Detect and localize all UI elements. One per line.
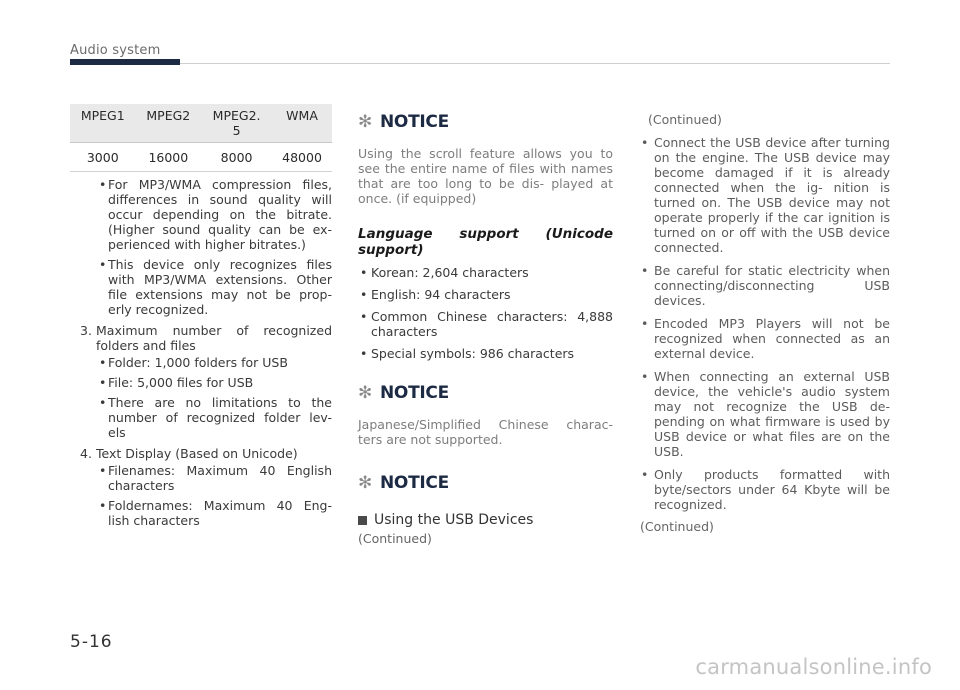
list-item-text: Be careful for static electricity when connecting/disconnecting USB devices. [654,263,890,308]
notice-text: Japanese/Simplified Chinese charac- ters are not supported. [358,417,613,447]
numbered-item [70,323,332,353]
numbered-item [70,446,332,461]
notice-text: Using the scroll feature allows you to see the entire name of files with names that are too long to be dis- played at once. (if equipped) [358,146,613,206]
bullet-glyph: • [360,309,368,324]
continued-label: (Continued) [358,531,432,546]
item-number: 3. [80,323,92,338]
list-item [358,309,613,339]
bullet-glyph: • [641,135,649,150]
bullet-glyph: • [360,287,368,302]
table-header-row [70,104,332,143]
bullet-glyph: • [641,467,649,482]
table-header-cell: MPEG2 [136,104,202,143]
list-item-text: Korean: 2,604 characters [371,265,529,280]
list-item-text: Only products formatted with byte/sectors under 64 Kbyte will be recognized. [654,467,890,512]
bullet-glyph: • [99,355,107,370]
list-item-text: Common Chinese characters: 4,888 characters [371,309,613,339]
bullet-glyph: • [641,369,649,384]
language-support-heading: Language support (Unicode support) [358,226,613,258]
list-item [640,316,890,361]
watermark: carmanualsonline.info [695,655,932,679]
bullet-glyph: • [99,395,107,410]
list-item [70,498,332,528]
notice-heading [358,379,613,407]
table-header-cell: MPEG1 [70,104,136,143]
square-bullet-icon [358,516,367,525]
bullet-glyph: • [641,263,649,278]
notice-star-icon: ✻ [358,382,373,403]
list-item [358,287,613,302]
continued-label: (Continued) [648,112,722,127]
table-cell: 8000 [201,143,272,172]
table-row [70,143,332,172]
notice-label: NOTICE [380,382,449,403]
bullet-glyph: • [641,316,649,331]
usb-heading-text: Using the USB Devices [374,512,534,528]
list-item [70,177,332,252]
section-title: Audio system [70,43,161,58]
table-cell: 16000 [136,143,202,172]
list-item [358,346,613,361]
header-accent-bar [70,59,180,65]
bullet-glyph: • [99,463,107,478]
list-item-text: Filenames: Maximum 40 English characters [108,463,332,493]
column-3 [640,104,890,534]
list-item-text: Folder: 1,000 folders for USB [108,355,288,370]
list-item [640,467,890,512]
list-item-text: For MP3/WMA compression files, differences in sound quality will occur depending on the bitrate. (Higher sound quality can be ex- perienced with higher bitrates.) [108,177,332,252]
usb-devices-heading [358,513,613,528]
bullet-glyph: • [99,257,107,272]
list-item-text: Connect the USB device after turning on the engine. The USB device may become damaged if it is already connected when the ig- nition is turned on. The USB device may not operate properly if the car ignition is turned on or off with the USB device connected. [654,135,890,255]
bullet-glyph: • [99,375,107,390]
notice-label: NOTICE [380,472,449,493]
bullet-glyph: • [99,498,107,513]
list-item-text: When connecting an external USB device, the vehicle's audio system may not recognize the USB de- pending on what firmware is used by USB device or what files are on the USB. [654,369,890,459]
bullet-glyph: • [360,346,368,361]
notice-star-icon: ✻ [358,111,373,132]
list-item-text: Special symbols: 986 characters [371,346,575,361]
notice-label: NOTICE [380,111,449,132]
list-item [70,375,332,390]
list-item [358,265,613,280]
numbered-item-text: Maximum number of recognized folders and files [96,323,332,353]
notice-heading [358,469,613,497]
item-number: 4. [80,446,92,461]
list-item [70,355,332,370]
list-item [70,395,332,440]
bullet-glyph: • [99,177,107,192]
header-rule [180,63,890,64]
table-header-cell: MPEG2. 5 [201,104,272,143]
notice-star-icon: ✻ [358,472,373,493]
list-item-text: There are no limitations to the number of recognized folder lev- els [108,395,332,440]
notice-heading [358,108,613,136]
table-cell: 48000 [272,143,332,172]
column-2 [358,104,613,546]
list-item [640,135,890,255]
list-item-text: File: 5,000 files for USB [108,375,254,390]
list-item [640,369,890,459]
list-item-text: Foldernames: Maximum 40 Eng- lish characters [108,498,332,528]
page-number: 5-16 [70,632,113,652]
continued-label: (Continued) [640,519,714,534]
list-item [70,463,332,493]
numbered-item-text: Text Display (Based on Unicode) [96,446,298,461]
column-1 [70,104,332,528]
table-cell: 3000 [70,143,136,172]
list-item-text: English: 94 characters [371,287,511,302]
table-header-cell: WMA [272,104,332,143]
list-item-text: This device only recognizes files with MP3/WMA extensions. Other file extensions may not be prop- erly recognized. [108,257,332,317]
list-item [640,263,890,308]
list-item-text: Encoded MP3 Players will not be recognized when connected as an external device. [654,316,890,361]
bullet-glyph: • [360,265,368,280]
codec-bitrate-table [70,104,332,172]
list-item [70,257,332,317]
